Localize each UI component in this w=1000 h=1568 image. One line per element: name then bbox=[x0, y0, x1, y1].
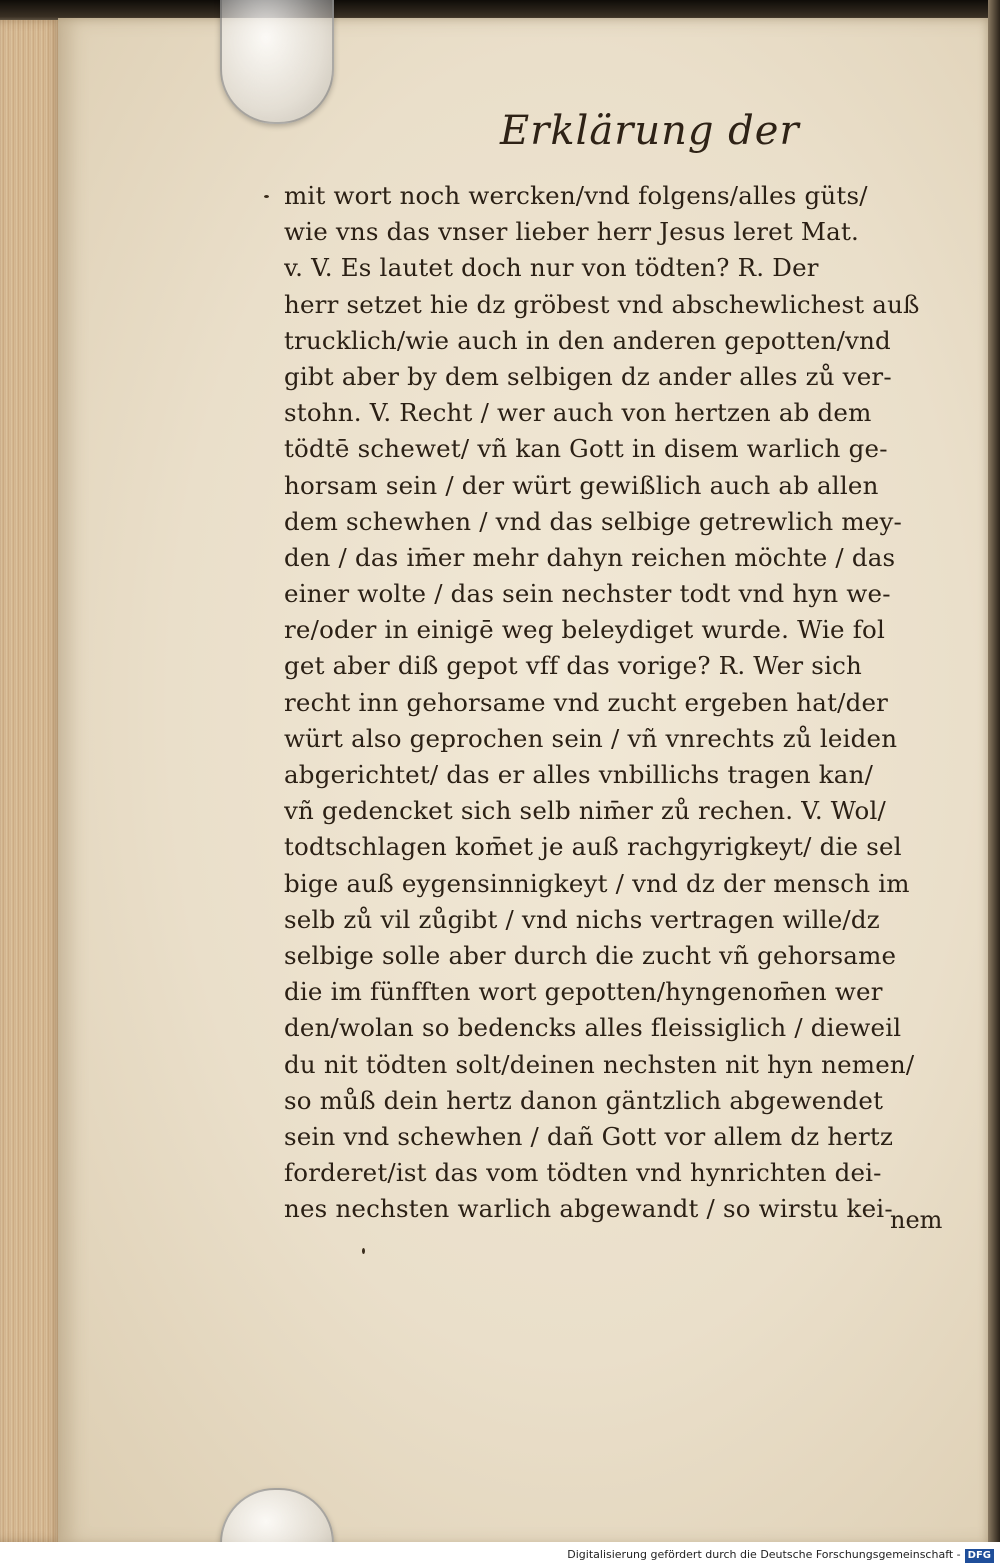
body-text bbox=[284, 178, 954, 1227]
text-line: so můß dein hertz danon gäntzlich abgewendet bbox=[284, 1085, 884, 1115]
text-line: wie vns das vnser lieber herr Jesus leret Mat. bbox=[284, 217, 859, 247]
book-right-edge bbox=[988, 0, 1000, 1568]
text-line: die im fünfften wort gepotten/hyngenom̄en wer bbox=[284, 977, 883, 1007]
text-line: stohn. V. Recht / wer auch von hertzen ab dem bbox=[284, 398, 872, 428]
text-line: horsam sein / der würt gewißlich auch ab allen bbox=[284, 470, 879, 500]
text-line: sein vnd schewhen / dañ Gott vor allem dz hertz bbox=[284, 1121, 894, 1151]
text-line: recht inn gehorsame vnd zucht ergeben hat/der bbox=[284, 687, 889, 717]
text-line: würt also geprochen sein / vñ vnrechts zů leiden bbox=[284, 723, 898, 753]
ink-speck bbox=[362, 1248, 365, 1254]
text-line: einer wolte / das sein nechster todt vnd hyn we- bbox=[284, 579, 891, 609]
text-line: re/oder in einigē weg beleydiget wurde. Wie fol bbox=[284, 615, 886, 645]
page-leaf-edges bbox=[0, 20, 62, 1542]
digitization-credit bbox=[567, 1548, 994, 1563]
page-heading: Erklärung der bbox=[500, 108, 800, 154]
text-line: den / das im̄er mehr dahyn reichen möchte / das bbox=[284, 542, 896, 572]
text-line: forderet/ist das vom tödten vnd hynrichten dei- bbox=[284, 1158, 882, 1188]
text-line: mit wort noch wercken/vnd folgens/alles güts/ bbox=[284, 181, 868, 210]
text-line: vñ gedencket sich selb nim̄er zů rechen. V. Wol/ bbox=[284, 796, 886, 826]
text-line: dem schewhen / vnd das selbige getrewlich mey- bbox=[284, 506, 902, 536]
text-line: selb zů vil zůgibt / vnd nichs vertragen wille/dz bbox=[284, 904, 880, 934]
credit-text: Digitalisierung gefördert durch die Deutsche Forschungsgemeinschaft - bbox=[567, 1548, 961, 1561]
text-line: abgerichtet/ das er alles vnbillichs tragen kan/ bbox=[284, 760, 874, 789]
text-line: herr setzet hie dz gröbest vnd abschewlichest auß bbox=[284, 289, 920, 319]
text-line: gibt aber by dem selbigen dz ander alles zů ver- bbox=[284, 361, 892, 391]
text-line: nes nechsten warlich abgewandt / so wirstu kei- bbox=[284, 1194, 893, 1224]
glass-clamp-top bbox=[220, 0, 334, 124]
text-line: todtschlagen kom̄et je auß rachgyrigkeyt/ die sel bbox=[284, 832, 902, 862]
dfg-logo: DFG bbox=[965, 1549, 994, 1563]
text-line: selbige solle aber durch die zucht vñ gehorsame bbox=[284, 940, 897, 970]
text-line: bige auß eygensinnigkeyt / vnd dz der mensch im bbox=[284, 868, 910, 898]
text-line: v. V. Es lautet doch nur von tödten? R. Der bbox=[284, 253, 819, 283]
text-line: trucklich/wie auch in den anderen gepotten/vnd bbox=[284, 325, 891, 355]
text-line: tödtē schewet/ vñ kan Gott in disem warlich ge- bbox=[284, 434, 888, 464]
catchword: nem bbox=[890, 1206, 943, 1234]
ink-speck bbox=[264, 195, 269, 198]
text-line: du nit tödten solt/deinen nechsten nit hyn nemen/ bbox=[284, 1049, 915, 1079]
text-line: get aber diß gepot vff das vorige? R. Wer sich bbox=[284, 651, 862, 681]
text-line: den/wolan so bedencks alles fleissiglich / dieweil bbox=[284, 1013, 902, 1043]
